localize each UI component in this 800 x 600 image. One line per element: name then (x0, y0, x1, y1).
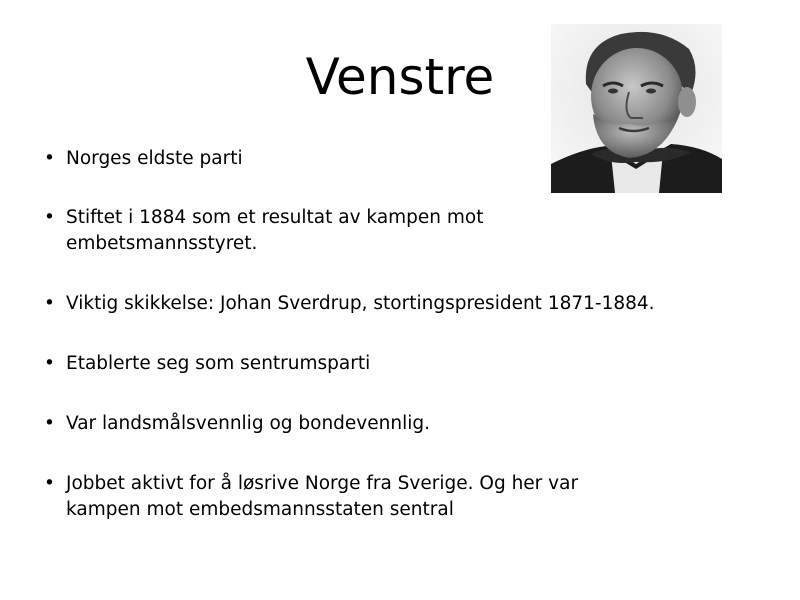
bullet-text-continuation: embetsmannsstyret. (66, 233, 258, 254)
slide-title: Venstre (305, 48, 495, 106)
bullet-item (44, 146, 243, 172)
portrait-image (551, 24, 722, 193)
bullet-text: Jobbet aktivt for å løsrive Norge fra Sverige. Og her var (66, 473, 579, 494)
bullet-text: Stiftet i 1884 som et resultat av kampen mot (66, 207, 484, 228)
bullet-icon: • (44, 293, 55, 314)
portrait-illustration (551, 24, 722, 193)
bullet-text: Var landsmålsvennlig og bondevennlig. (66, 413, 430, 434)
bullet-icon: • (44, 207, 55, 228)
bullet-item (44, 411, 430, 437)
bullet-icon: • (44, 473, 55, 494)
bullet-text: Etablerte seg som sentrumsparti (66, 353, 371, 374)
bullet-item (44, 205, 484, 257)
bullet-icon: • (44, 353, 55, 374)
bullet-item (44, 351, 370, 377)
bullet-item (44, 291, 655, 317)
bullet-icon: • (44, 413, 55, 434)
bullet-text: Norges eldste parti (66, 148, 243, 169)
bullet-text-continuation: kampen mot embedsmannsstaten sentral (66, 499, 454, 520)
bullet-text: Viktig skikkelse: Johan Sverdrup, stortingspresident 1871-1884. (66, 293, 655, 314)
bullet-item (44, 471, 578, 523)
bullet-icon: • (44, 148, 55, 169)
